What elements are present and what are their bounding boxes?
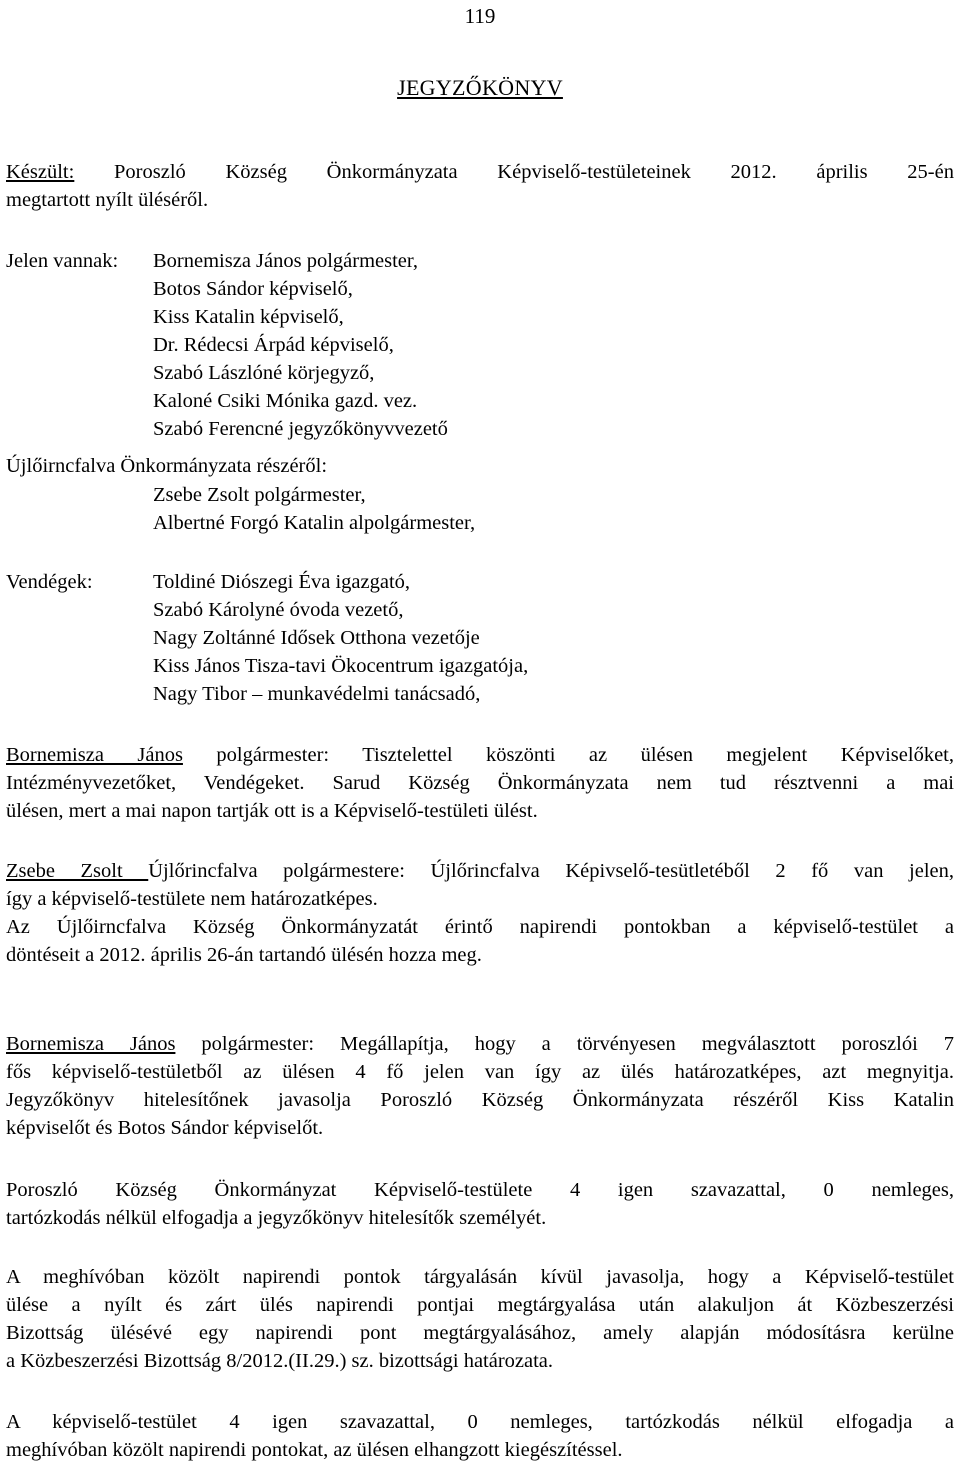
- jelen-member: Botos Sándor képviselő,: [153, 278, 353, 300]
- paragraph-1: [6, 741, 954, 825]
- paragraph-6: [6, 1408, 954, 1464]
- paragraph-line: [6, 1030, 954, 1058]
- ujloirncfalva-member: Albertné Forgó Katalin alpolgármester,: [153, 512, 476, 534]
- ujloirncfalva-list: [153, 481, 943, 537]
- vendegek-member: Nagy Tibor – munkavédelmi tanácsadó,: [153, 683, 481, 705]
- paragraph-line: Jegyzőkönyv hitelesítőnek javasolja Poroszló Község Önkormányzata részéről Kiss Katalin: [6, 1089, 954, 1111]
- jelen-member: Kiss Katalin képviselő,: [153, 306, 344, 328]
- paragraph-text: polgármester: Tisztelettel köszönti az ülésen megjelent Képviselőket,: [182, 744, 954, 766]
- vendegek-member: Kiss János Tisza-tavi Ökocentrum igazgatója,: [153, 655, 529, 677]
- vendegek-list: [153, 568, 943, 708]
- paragraph-2: [6, 857, 954, 969]
- paragraph-line: fős képviselő-testületből az ülésen 4 fő jelen van így az ülés határozatképes, azt megnyitja.: [6, 1061, 954, 1083]
- jelen-member: Kaloné Csiki Mónika gazd. vez.: [153, 390, 418, 412]
- keszult-section: [6, 158, 954, 214]
- keszult-text: Poroszló Község Önkormányzata Képviselő-testületeinek 2012. április 25-én: [114, 161, 954, 183]
- vendegek-member: Szabó Károlyné óvoda vezető,: [153, 599, 404, 621]
- paragraph-line: ülésen, mert a mai napon tartják ott is a Képviselő-testületi ülést.: [6, 800, 538, 822]
- paragraph-line: Bizottság ülésévé egy napirendi pont megtárgyalásához, amely alapján módosításra kerülne: [6, 1322, 954, 1344]
- paragraph-line: Intézményvezetőket, Vendégeket. Sarud Község Önkormányzata nem tud résztvenni a mai: [6, 772, 954, 794]
- paragraph-line: [6, 857, 954, 885]
- jelen-member: Szabó Ferencné jegyzőkönyvvezető: [153, 418, 448, 440]
- paragraph-text: Újlőrincfalva polgármestere: Újlőrincfalva Képivselő-tesütletéből 2 fő van jelen,: [148, 860, 954, 882]
- speaker-name: Bornemisza János: [6, 1033, 176, 1055]
- paragraph-line: képviselőt és Botos Sándor képviselőt.: [6, 1117, 324, 1139]
- page-title: JEGYZŐKÖNYV: [397, 75, 563, 100]
- jelen-member: Szabó Lászlóné körjegyző,: [153, 362, 375, 384]
- vendegek-member: Toldiné Diószegi Éva igazgató,: [153, 571, 411, 593]
- jelen-member: Dr. Rédecsi Árpád képviselő,: [153, 334, 394, 356]
- paragraph-line: Az Újlőirncfalva Község Önkormányzatát érintő napirendi pontokban a képviselő-testület a: [6, 916, 954, 938]
- paragraph-4: [6, 1176, 954, 1232]
- ujloirncfalva-member: Zsebe Zsolt polgármester,: [153, 484, 366, 506]
- jelen-label: Jelen vannak:: [6, 250, 119, 272]
- paragraph-line: meghívóban közölt napirendi pontokat, az ülésen elhangzott kiegészítéssel.: [6, 1439, 623, 1461]
- paragraph-line: ülése a nyílt és zárt ülés napirendi pontjai megtárgyalása után alakuljon át Közbeszerzési: [6, 1294, 954, 1316]
- paragraph-line: így a képviselő-testülete nem határozatképes.: [6, 888, 378, 910]
- paragraph-line: A meghívóban közölt napirendi pontok tárgyalásán kívül javasolja, hogy a Képviselő-testület: [6, 1266, 954, 1288]
- paragraph-line: tartózkodás nélkül elfogadja a jegyzőkönyv hitelesítők személyét.: [6, 1207, 547, 1229]
- speaker-name: Bornemisza János: [6, 744, 183, 766]
- page-number: 119: [464, 4, 496, 28]
- vendegek-member: Nagy Zoltánné Idősek Otthona vezetője: [153, 627, 480, 649]
- keszult-line-2: megtartott nyílt üléséről.: [6, 189, 209, 211]
- ujloirncfalva-heading: Újlőirncfalva Önkormányzata részéről:: [6, 455, 328, 477]
- keszult-line-1: [6, 158, 954, 186]
- speaker-name: Zsebe Zsolt: [6, 860, 149, 882]
- paragraph-line: Poroszló Község Önkormányzat Képviselő-testülete 4 igen szavazattal, 0 nemleges,: [6, 1179, 954, 1201]
- paragraph-5: [6, 1263, 954, 1375]
- paragraph-line: a Közbeszerzési Bizottság 8/2012.(II.29.) sz. bizottsági határozata.: [6, 1350, 554, 1372]
- vendegek-label: Vendégek:: [6, 571, 93, 593]
- paragraph-text: polgármester: Megállapítja, hogy a törvényesen megválasztott poroszlói 7: [175, 1033, 954, 1055]
- paragraph-line: A képviselő-testület 4 igen szavazattal, 0 nemleges, tartózkodás nélkül elfogadja a: [6, 1411, 954, 1433]
- keszult-label: Készült:: [6, 161, 75, 183]
- jelen-member: Bornemisza János polgármester,: [153, 250, 419, 272]
- paragraph-line: döntéseit a 2012. április 26-án tartandó ülésén hozza meg.: [6, 944, 482, 966]
- jelen-list: [153, 247, 943, 443]
- paragraph-line: [6, 741, 954, 769]
- paragraph-3: [6, 1030, 954, 1142]
